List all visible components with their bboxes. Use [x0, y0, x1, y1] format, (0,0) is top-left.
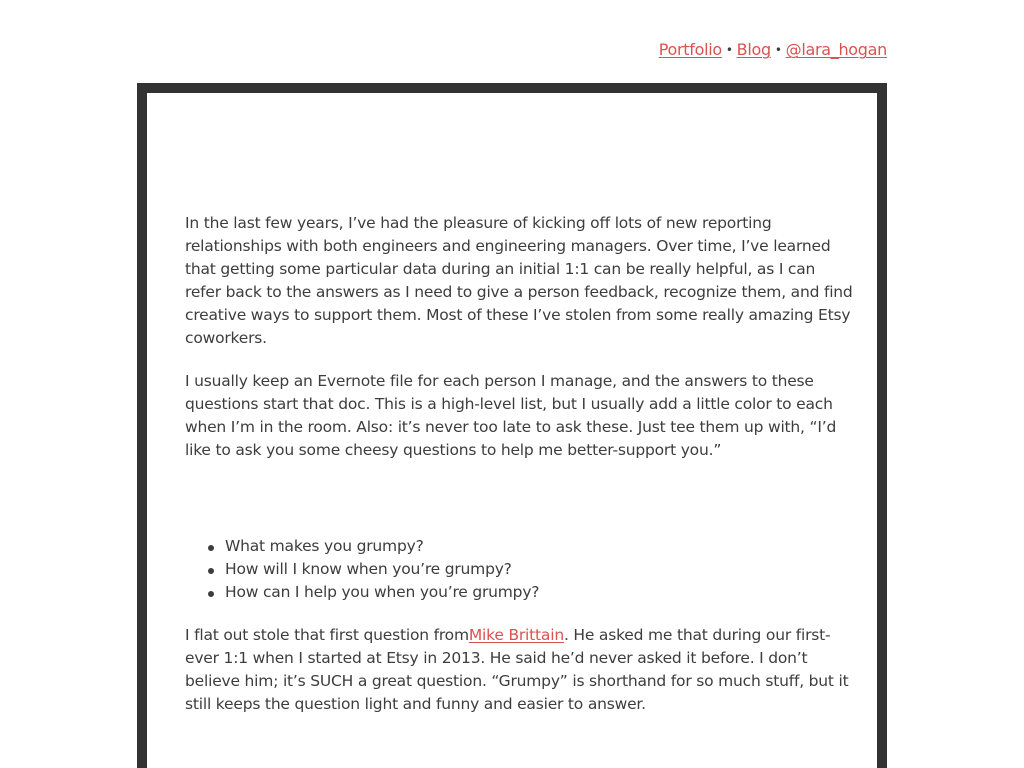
nav-link-portfolio[interactable]: Portfolio	[658, 40, 722, 59]
article-paragraph: I usually keep an Evernote file for each person I manage, and the answers to these questions start that doc. This is a high-level list, but I usually add a little color to each when I’m in the room. Also: it’s never too late to ask these. Just tee them up with, “I’d like to ask you some cheesy questions to help me better-support you.”	[185, 372, 837, 459]
paragraph-text: . He asked me that during our first-ever 1:1 when I started at Etsy in 2013. He said he’d never asked it before. I don’t believe him; it’s SUCH a great question. “Grumpy” is shorthand for so much stuff, but it still keeps the question light and funny and easier to answer.	[185, 626, 849, 713]
list-item	[225, 535, 853, 558]
list-item	[225, 558, 853, 581]
article-content	[185, 212, 853, 716]
bullet-icon	[208, 591, 214, 597]
nav-separator: •	[774, 43, 782, 57]
nav-separator: •	[725, 43, 733, 57]
article-frame	[137, 83, 887, 768]
list-item-text: What makes you grumpy?	[225, 537, 424, 555]
list-item	[225, 581, 853, 604]
list-item-text: How can I help you when you’re grumpy?	[225, 583, 540, 601]
paragraph-text: I flat out stole that first question from	[185, 626, 469, 644]
question-list	[185, 535, 853, 604]
list-item-text: How will I know when you’re grumpy?	[225, 560, 512, 578]
bullet-icon	[208, 545, 214, 551]
article-paragraph	[185, 624, 853, 716]
nav-link-blog[interactable]: Blog	[736, 40, 771, 59]
mike-brittain-link[interactable]: Mike Brittain	[468, 626, 564, 644]
article-paragraph: In the last few years, I’ve had the pleasure of kicking off lots of new reporting relationships with both engineers and engineering managers. Over time, I’ve learned that getting some particular data during an initial 1:1 can be really helpful, as I can refer back to the answers as I need to give a person feedback, recognize them, and find creative ways to support them. Most of these I’ve stolen from some really amazing Etsy coworkers.	[185, 214, 853, 347]
nav-link-twitter[interactable]: @lara_hogan	[785, 40, 887, 59]
bullet-icon	[208, 568, 214, 574]
top-nav	[659, 38, 887, 63]
